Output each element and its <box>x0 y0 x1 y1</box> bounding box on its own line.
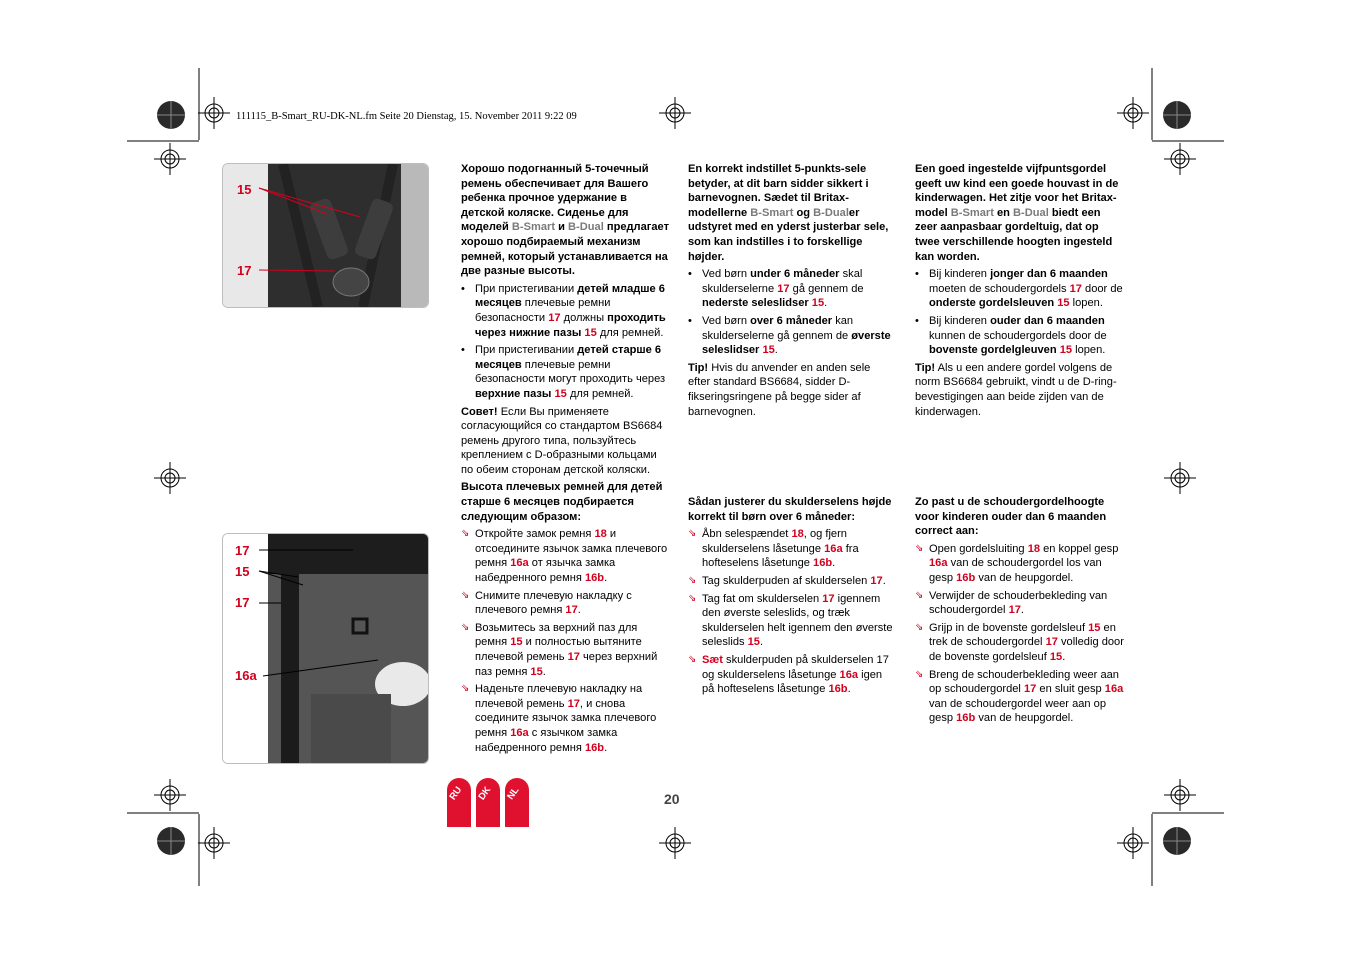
arrow-step-icon: ⇘ <box>461 528 470 540</box>
bullet-over-6: • Bij kinderen ouder dan 6 maanden kunnen de schoudergordels door de bovenste gordelgleuven 15 lopen. <box>915 314 1125 358</box>
step-3: ⇘ Grijp in de bovenste gordelsleuf 15 en trek de schoudergordel 17 volledig door de bovenste gordelsleuf 15. <box>915 621 1124 663</box>
callout-17: 17 <box>235 595 250 610</box>
step-3: ⇘ Tag fat om skulderselen 17 igennem den øverste seleslids, og træk skulderselen helt igennem den øverste seleslids 15. <box>688 592 893 649</box>
step-2: ⇘ Снимите плечевую накладку с плечевого ремня 17. <box>461 589 632 617</box>
column-dk <box>688 162 894 422</box>
column-nl-steps <box>915 495 1125 729</box>
tip-ru: Совет! Если Вы применяете согласующийся со стандартом BS6684 ремень другого типа, пользуйтесь креплением с D-образными кольцами по обеим сторонам детской коляски. <box>461 405 663 476</box>
callout-15: 15 <box>235 564 250 579</box>
callout-17-top: 17 <box>235 543 250 558</box>
arrow-step-icon: ⇘ <box>688 592 697 604</box>
arrow-step-icon: ⇘ <box>915 621 924 633</box>
step-4: ⇘ Breng de schouderbekleding weer aan op schoudergordel 17 en sluit gesp 16a van de schoudergordel weer aan op gesp 16b van de heupgordel. <box>915 668 1124 725</box>
arrow-step-icon: ⇘ <box>461 683 470 695</box>
arrow-step-icon: ⇘ <box>461 589 470 601</box>
bullet-under-6: • При пристегивании детей младше 6 месяцев плечевые ремни безопасности 17 должны проходить через нижние пазы 15 для ремней. <box>461 282 671 340</box>
heading-nl: Zo past u de schoudergordelhoogte voor kinderen ouder dan 6 maanden correct aan: <box>915 496 1107 538</box>
step-1: ⇘ Откройте замок ремня 18 и отсоедините язычок замка плечевого ремня 16a от язычка замка набедренного ремня 16b. <box>461 528 668 585</box>
callout-15: 15 <box>237 182 252 197</box>
column-ru <box>461 162 671 758</box>
intro-dk: En korrekt indstillet 5-punkts-sele betyder, at dit barn sidder sikkert i barnevognen. Sædet til Britax-modellerne B-Smart og B-Dualer udstyret med en yderst justerbar sele, som kan indstilles i to forskellige højder. <box>688 163 889 263</box>
heading-ru: Высота плечевых ремней для детей старше 6 месяцев подбирается следующим образом: <box>461 481 663 523</box>
step-3: ⇘ Возьмитесь за верхний паз для ремня 15 и полностью вытяните плечевой ремень 17 через верхний паз ремня 15. <box>461 621 658 678</box>
lang-tab-ru: RU <box>447 778 471 827</box>
arrow-step-icon: ⇘ <box>915 668 924 680</box>
step-2: ⇘ Tag skulderpuden af skulderselen 17. <box>688 574 886 587</box>
file-header: 111115_B-Smart_RU-DK-NL.fm Seite 20 Dienstag, 15. November 2011 9:22 09 <box>236 111 577 122</box>
step-4: ⇘ Наденьте плечевую накладку на плечевой ремень 17, и снова соедините язычок замка плечевого ремня 16a с язычком замка набедренного ремня 16b. <box>461 683 657 754</box>
shoulder-strap-illustration <box>223 534 428 763</box>
harness-photo-bottom <box>222 533 429 764</box>
column-nl <box>915 162 1125 422</box>
intro-ru: Хорошо подогнанный 5-точечный ремень обеспечивает для Вашего ребенка прочное удержание в детской коляске. Сиденье для моделей B-Smart и B-Dual предлагает хорошо подбираемый механизм ремней, который устанавливается на две разные высоты. <box>461 163 670 278</box>
column-dk-steps <box>688 495 894 700</box>
lang-tab-nl: NL <box>505 778 529 827</box>
step-1: ⇘ Open gordelsluiting 18 en koppel gesp 16a van de schoudergordel los van gesp 16b van de heupgordel. <box>915 542 1119 584</box>
tip-nl: Tip! Als u een andere gordel volgens de norm BS6684 gebruikt, vindt u de D-ring-bevestigingen aan beide zijden van de kinderwagen. <box>915 361 1117 418</box>
arrow-step-icon: ⇘ <box>688 528 697 540</box>
arrow-step-icon: ⇘ <box>461 621 470 633</box>
heading-dk: Sådan justerer du skulderselens højde korrekt til børn over 6 måneder: <box>688 496 892 523</box>
bullet-under-6: • Ved børn under 6 måneder skal skulderselerne 17 gå gennem de nederste seleslidser 15. <box>688 267 894 311</box>
step-1: ⇘ Åbn selespændet 18, og fjern skulderselens låsetunge 16a fra hofteselens låsetunge 16b. <box>688 528 859 570</box>
lang-tab-dk: DK <box>476 778 500 827</box>
intro-nl: Een goed ingestelde vijfpuntsgordel geeft uw kind een goede houvast in de kinderwagen. Het zitje voor het Britax-model B-Smart en B-Dual biedt een zeer aanpasbaar gordeltuig, dat op twee verschillende hoogten ingesteld kan worden. <box>915 163 1119 263</box>
arrow-step-icon: ⇘ <box>915 542 924 554</box>
step-4: ⇘ Sæt skulderpuden på skulderselen 17 og skulderselens låsetunge 16a igen på hofteselens låsetunge 16b. <box>688 653 889 696</box>
callout-16a: 16a <box>235 668 257 683</box>
bullet-over-6: • Ved børn over 6 måneder kan skulderselerne gå gennem de øverste seleslidser 15. <box>688 314 894 358</box>
stroller-seat-illustration <box>223 164 428 307</box>
bullet-under-6: • Bij kinderen jonger dan 6 maanden moeten de schoudergordels 17 door de onderste gordelsleuven 15 lopen. <box>915 267 1125 311</box>
step-2: ⇘ Verwijder de schouderbekleding van schoudergordel 17. <box>915 589 1108 617</box>
harness-photo-top <box>222 163 429 308</box>
page-number: 20 <box>664 791 680 807</box>
bullet-over-6: • При пристегивании детей старше 6 месяцев плечевые ремни безопасности могут проходить через верхние пазы 15 для ремней. <box>461 343 671 401</box>
tip-dk: Tip! Hvis du anvender en anden sele efter standard BS6684, sidder D-fikseringsringene på begge sider af barnevognen. <box>688 361 871 418</box>
callout-17: 17 <box>237 263 252 278</box>
arrow-step-icon: ⇘ <box>915 589 924 601</box>
arrow-step-icon: ⇘ <box>688 653 697 665</box>
arrow-step-icon: ⇘ <box>688 574 697 586</box>
